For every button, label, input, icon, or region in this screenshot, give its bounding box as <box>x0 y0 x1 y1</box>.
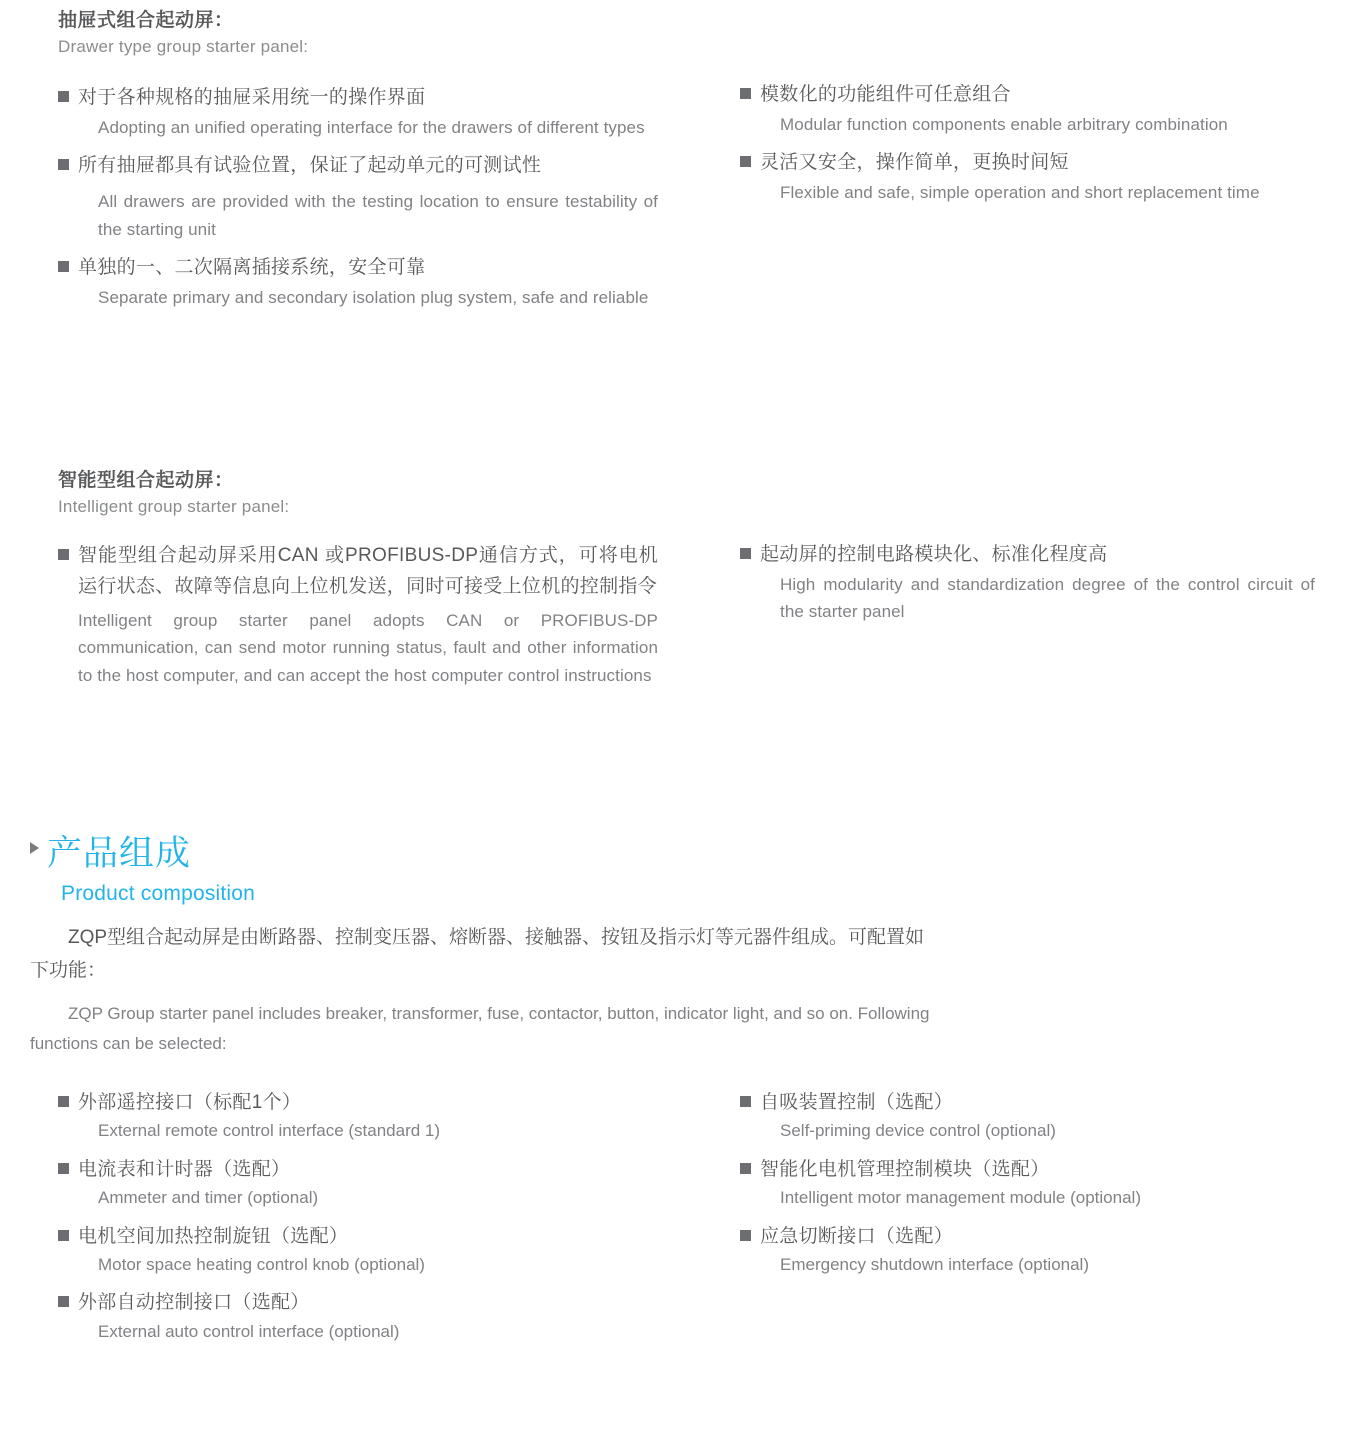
list-item-label-en: Intelligent group starter panel adopts CAN or PROFIBUS-DP communication, can send motor running status, fault and other information to the host computer, and can accept the host computer control instructions <box>78 610 658 685</box>
list-item-label-cn: 智能型组合起动屏采用CAN 或PROFIBUS-DP通信方式，可将电机运行状态、故障等信息向上位机发送，同时可接受上位机的控制指令 <box>78 545 658 597</box>
list-item-label-en: Emergency shutdown interface (optional) <box>780 1255 1089 1274</box>
list-item-label-en: Intelligent motor management module (optional) <box>780 1188 1141 1208</box>
section-intelligent-title-en: Intelligent group starter panel: <box>58 496 290 516</box>
intro-paragraph-en: ZQP Group starter panel includes breaker, transformer, fuse, contactor, button, indicator light, and so on. Following functions can be selected: <box>30 1004 930 1053</box>
list-item-label-en: External remote control interface (standard 1) <box>98 1121 441 1141</box>
product-composition-heading <box>30 826 830 906</box>
section-drawer-title-en: Drawer type group starter panel: <box>58 36 309 56</box>
list-item-label-en: Adopting an unified operating interface for the drawers of different types <box>98 117 645 137</box>
list-item-label-en: Modular function components enable arbitrary combination <box>780 114 1228 134</box>
list-item <box>58 1088 678 1145</box>
list-item-label-cn: 模数化的功能组件可任意组合 <box>760 84 1011 105</box>
composition-list-left <box>58 1088 678 1350</box>
list-item <box>740 1222 1340 1279</box>
square-bullet-icon <box>58 91 69 102</box>
square-bullet-icon <box>58 1096 69 1107</box>
list-item-label-cn: 外部遥控接口（标配1个） <box>78 1092 302 1113</box>
square-bullet-icon <box>740 548 751 559</box>
section-intelligent-title-cn: 智能型组合起动屏： <box>58 470 234 491</box>
list-item-label-en: Flexible and safe, simple operation and short replacement time <box>780 183 1260 203</box>
list-item <box>740 80 1315 138</box>
list-item <box>740 1155 1340 1212</box>
list-item <box>58 1222 678 1279</box>
list-item <box>740 1088 1340 1145</box>
square-bullet-icon <box>740 1163 751 1174</box>
square-bullet-icon <box>740 88 751 99</box>
section-drawer-type-right <box>740 80 1315 207</box>
list-item-label-cn: 电机空间加热控制旋钮（选配） <box>78 1225 349 1247</box>
section-intelligent-type-right <box>740 540 1315 626</box>
list-item-label-cn: 外部自动控制接口（选配） <box>78 1292 310 1314</box>
list-item-label-en: Self-priming device control (optional) <box>780 1121 1056 1141</box>
list-item-label-en: External auto control interface (optional) <box>98 1321 400 1341</box>
square-bullet-icon <box>740 156 751 167</box>
list-item-label-cn: 对于各种规格的抽屉采用统一的操作界面 <box>78 87 426 109</box>
list-item-label-en: Motor space heating control knob (optional) <box>98 1255 425 1274</box>
square-bullet-icon <box>740 1096 751 1107</box>
list-item-label-cn: 单独的一、二次隔离插接系统，安全可靠 <box>78 257 426 279</box>
list-item <box>58 83 658 141</box>
list-item-label-en: All drawers are provided with the testing location to ensure testability of the starting unit <box>98 192 658 239</box>
list-item <box>740 148 1315 206</box>
composition-list-right <box>740 1088 1340 1283</box>
section-intelligent-type <box>58 468 658 689</box>
section-drawer-title-cn: 抽屉式组合起动屏： <box>58 10 234 31</box>
square-bullet-icon <box>58 1296 69 1307</box>
list-item-label-cn: 电流表和计时器（选配） <box>78 1158 291 1180</box>
square-bullet-icon <box>58 549 69 560</box>
square-bullet-icon <box>58 1163 69 1174</box>
list-item-label-cn: 起动屏的控制电路模块化、标准化程度高 <box>760 544 1108 565</box>
list-item-label-cn: 应急切断接口（选配） <box>760 1225 954 1247</box>
list-item-label-cn: 所有抽屉都具有试验位置，保证了起动单元的可测试性 <box>78 155 542 177</box>
square-bullet-icon <box>58 261 69 272</box>
list-item <box>58 151 658 243</box>
list-item <box>58 541 658 689</box>
heading-label-en: Product composition <box>61 882 256 905</box>
intro-paragraph-cn: ZQP型组合起动屏是由断路器、控制变压器、熔断器、接触器、按钮及指示灯等元器件组成。可配置如下功能： <box>30 927 925 981</box>
heading-label-cn: 产品组成 <box>47 834 192 873</box>
list-item <box>740 540 1315 626</box>
list-item-label-cn: 智能化电机管理控制模块（选配） <box>760 1158 1050 1180</box>
list-item <box>58 1155 678 1212</box>
square-bullet-icon <box>58 1230 69 1241</box>
list-item <box>58 253 658 311</box>
triangle-arrow-icon <box>30 842 39 854</box>
list-item-label-en: High modularity and standardization degree of the control circuit of the starter panel <box>780 574 1315 622</box>
square-bullet-icon <box>740 1230 751 1241</box>
section-drawer-type <box>58 8 658 312</box>
list-item-label-cn: 自吸装置控制（选配） <box>760 1092 954 1113</box>
list-item-label-en: Ammeter and timer (optional) <box>98 1188 319 1208</box>
list-item <box>58 1288 678 1345</box>
list-item-label-cn: 灵活又安全，操作简单，更换时间短 <box>760 152 1069 174</box>
product-composition-intro <box>30 922 930 1058</box>
list-item-label-en: Separate primary and secondary isolation plug system, safe and reliable <box>98 288 649 308</box>
